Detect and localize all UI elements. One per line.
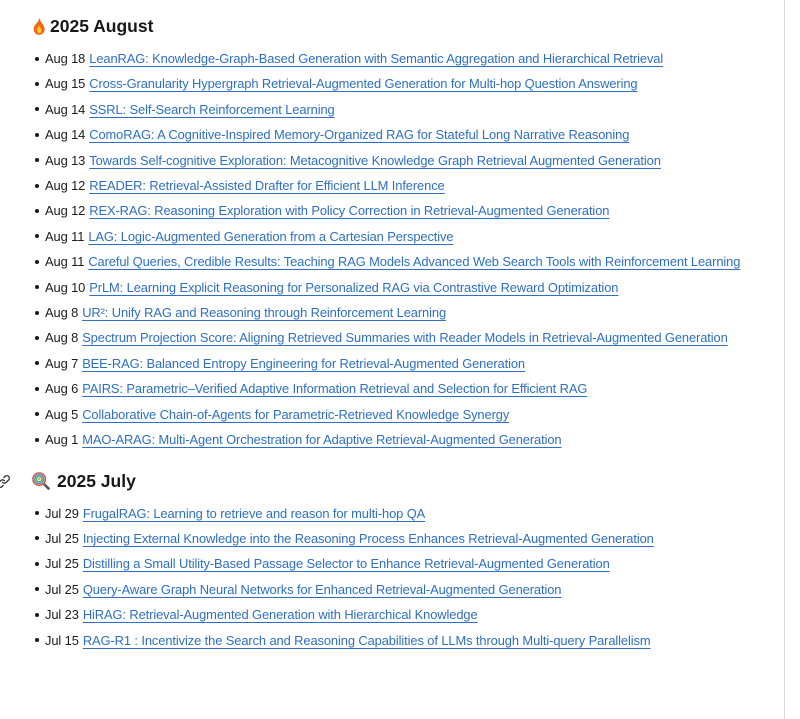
paper-date: Jul 23 <box>45 607 79 623</box>
paper-date: Jul 25 <box>45 530 79 546</box>
paper-date: Aug 8 <box>45 330 79 346</box>
paper-title-link[interactable]: Query-Aware Graph Neural Networks for Enhanced Retrieval-Augmented Generation <box>82 581 562 597</box>
paper-title-link[interactable]: Towards Self-cognitive Exploration: Metacognitive Knowledge Graph Retrieval Augmented Generation <box>89 152 661 168</box>
paper-date: Aug 11 <box>45 228 85 244</box>
paper-date: Jul 15 <box>45 632 79 648</box>
section-heading-august <box>30 14 800 38</box>
paper-item <box>45 325 750 350</box>
paper-title-link[interactable]: MAO-ARAG: Multi-Agent Orchestration for Adaptive Retrieval-Augmented Generation <box>82 432 562 448</box>
paper-date: Aug 1 <box>45 432 79 448</box>
paper-title-link[interactable]: Distilling a Small Utility-Based Passage Selector to Enhance Retrieval-Augmented Generation <box>82 556 610 572</box>
paper-item <box>45 249 750 274</box>
paper-item <box>45 224 750 249</box>
paper-title-link[interactable]: Spectrum Projection Score: Aligning Retrieved Summaries with Reader Models in Retrieval-Augmented Generation <box>82 330 728 346</box>
paper-date: Aug 8 <box>45 305 79 321</box>
paper-item <box>45 275 750 300</box>
paper-item <box>45 402 750 427</box>
paper-item <box>45 551 750 576</box>
paper-date: Aug 15 <box>45 76 86 92</box>
paper-item <box>45 376 750 401</box>
paper-title-link[interactable]: Cross-Granularity Hypergraph Retrieval-Augmented Generation for Multi-hop Question Answering <box>89 76 638 92</box>
paper-date: Aug 10 <box>45 279 86 295</box>
paper-item <box>45 198 750 223</box>
paper-item <box>45 46 750 71</box>
paper-list-july <box>30 501 800 653</box>
paper-item <box>45 427 750 452</box>
paper-title-link[interactable]: READER: Retrieval-Assisted Drafter for Efficient LLM Inference <box>89 178 445 194</box>
fire-icon <box>30 16 48 37</box>
paper-date: Jul 25 <box>45 581 79 597</box>
paper-item <box>45 628 750 653</box>
paper-date: Aug 12 <box>45 203 86 219</box>
paper-list-august <box>30 46 800 453</box>
paper-title-link[interactable]: PAIRS: Parametric–Verified Adaptive Information Retrieval and Selection for Efficient RAG <box>82 381 588 397</box>
paper-title-link[interactable]: ComoRAG: A Cognitive-Inspired Memory-Organized RAG for Stateful Long Narrative Reasoning <box>89 127 630 143</box>
paper-item <box>45 577 750 602</box>
paper-date: Aug 5 <box>45 406 79 422</box>
paper-item <box>45 148 750 173</box>
paper-title-link[interactable]: BEE-RAG: Balanced Entropy Engineering for Retrieval-Augmented Generation <box>82 355 525 371</box>
link-anchor-icon[interactable] <box>0 474 11 489</box>
paper-item <box>45 351 750 376</box>
paper-title-link[interactable]: Injecting External Knowledge into the Reasoning Process Enhances Retrieval-Augmented Generation <box>82 530 654 546</box>
paper-item <box>45 97 750 122</box>
scrollbar-track[interactable] <box>784 0 785 719</box>
paper-date: Aug 14 <box>45 127 86 143</box>
section-2025-august <box>30 14 800 453</box>
paper-date: Aug 14 <box>45 101 86 117</box>
paper-title-link[interactable]: RAG-R1 : Incentivize the Search and Reasoning Capabilities of LLMs through Multi-query Parallelism <box>82 632 651 648</box>
paper-item <box>45 71 750 96</box>
section-heading-july <box>30 469 800 493</box>
paper-date: Aug 18 <box>45 51 86 66</box>
paper-title-link[interactable]: Careful Queries, Credible Results: Teaching RAG Models Advanced Web Search Tools with Reinforcement Learning <box>88 254 741 270</box>
paper-item <box>45 173 750 198</box>
paper-item <box>45 501 750 526</box>
paper-date: Jul 29 <box>45 505 79 521</box>
paper-title-link[interactable]: Collaborative Chain-of-Agents for Parametric-Retrieved Knowledge Synergy <box>82 406 510 422</box>
paper-title-link[interactable]: REX-RAG: Reasoning Exploration with Policy Correction in Retrieval-Augmented Generation <box>89 203 610 219</box>
section-title: 2025 July <box>57 470 136 491</box>
paper-title-link[interactable]: PrLM: Learning Explicit Reasoning for Personalized RAG via Contrastive Reward Optimization <box>89 279 619 295</box>
paper-date: Jul 25 <box>45 556 79 572</box>
paper-title-link[interactable]: LAG: Logic-Augmented Generation from a Cartesian Perspective <box>88 228 454 244</box>
paper-title-link[interactable]: LeanRAG: Knowledge-Graph-Based Generation with Semantic Aggregation and Hierarchical Retrieval <box>89 51 664 66</box>
paper-date: Aug 6 <box>45 381 79 397</box>
paper-item <box>45 300 750 325</box>
section-2025-july <box>30 469 800 653</box>
paper-title-link[interactable]: UR²: Unify RAG and Reasoning through Reinforcement Learning <box>82 305 447 321</box>
lollipop-icon <box>30 470 51 491</box>
paper-item <box>45 602 750 627</box>
paper-date: Aug 11 <box>45 254 85 270</box>
paper-date: Aug 12 <box>45 178 86 194</box>
paper-date: Aug 13 <box>45 152 86 168</box>
paper-title-link[interactable]: FrugalRAG: Learning to retrieve and reason for multi-hop QA <box>82 505 426 521</box>
paper-date: Aug 7 <box>45 355 79 371</box>
paper-title-link[interactable]: HiRAG: Retrieval-Augmented Generation with Hierarchical Knowledge <box>82 607 478 623</box>
paper-title-link[interactable]: SSRL: Self-Search Reinforcement Learning <box>89 101 335 117</box>
paper-item <box>45 122 750 147</box>
section-title: 2025 August <box>50 16 154 36</box>
paper-item <box>45 526 750 551</box>
